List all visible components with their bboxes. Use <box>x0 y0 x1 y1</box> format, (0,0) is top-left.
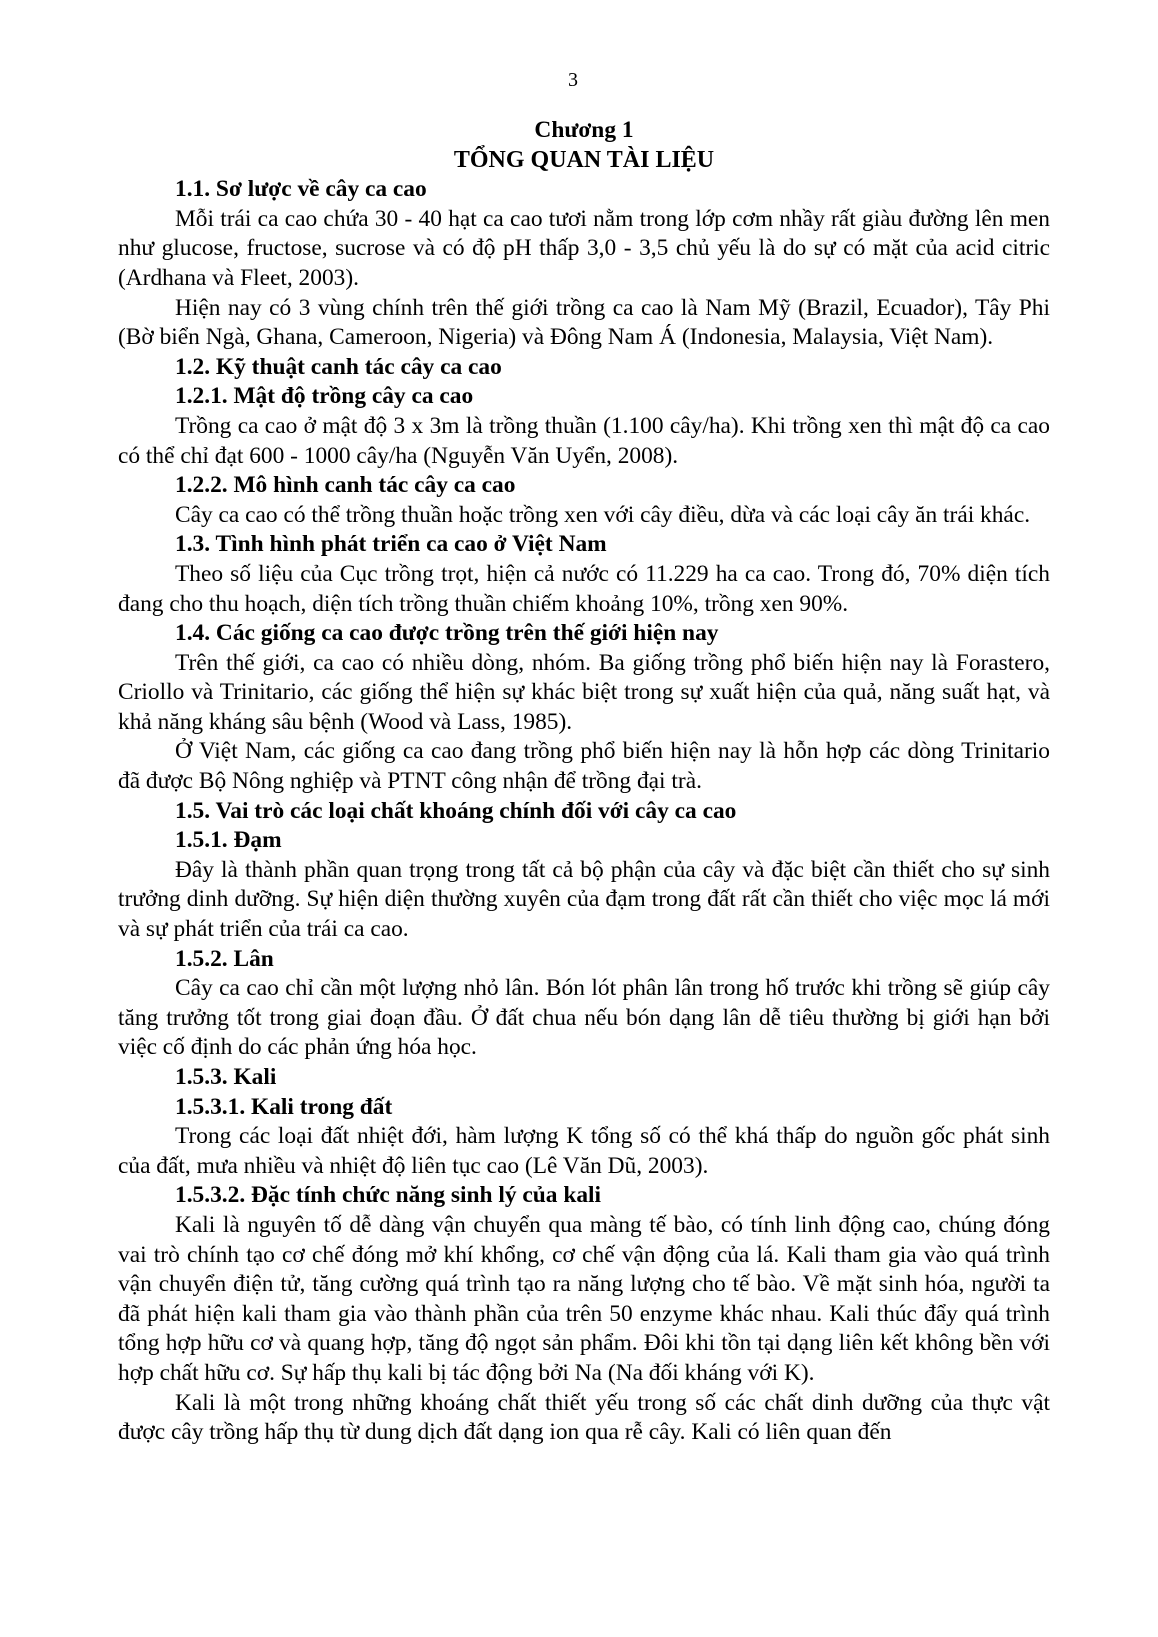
section-heading: 1.4. Các giống ca cao được trồng trên thế giới hiện nay <box>175 620 719 647</box>
chapter-label: Chương 1 <box>534 117 634 143</box>
section-heading: 1.3. Tình hình phát triển ca cao ở Việt Nam <box>175 531 607 558</box>
subsection-heading: 1.2.1. Mật độ trồng cây ca cao <box>175 383 474 410</box>
paragraph: Cây ca cao có thể trồng thuần hoặc trồng xen với cây điều, dừa và các loại cây ăn trái khác. <box>175 501 1031 528</box>
paragraph: Cây ca cao chỉ cần một lượng nhỏ lân. Bón lót phân lân trong hố trước khi trồng sẽ giúp cây tăng trưởng tốt trong giai đoạn đầu. Ở đất chua nếu bón dạng lân dễ tiêu thường bị giới hạn bởi việc cố định do các phản ứng hóa học. <box>118 975 1050 1061</box>
subsection-heading: 1.2.2. Mô hình canh tác cây ca cao <box>175 472 516 499</box>
paragraph: Đây là thành phần quan trọng trong tất cả bộ phận của cây và đặc biệt cần thiết cho sự sinh trưởng dinh dưỡng. Sự hiện diện thường xuyên của đạm trong đất rất cần thiết cho việc mọc lá mới và sự phát triển của trái ca cao. <box>118 856 1050 943</box>
paragraph: Kali là nguyên tố dễ dàng vận chuyển qua màng tế bào, có tính linh động cao, chúng đóng vai trò chính tạo cơ chế đóng mở khí khổng, cơ chế vận động của lá. Kali tham gia vào quá trình vận chuyển điện tử, tăng cường quá trình tạo ra năng lượng cho tế bào. Về mặt sinh hóa, người ta đã phát hiện kali tham gia vào thành phần của trên 50 enzyme khác nhau. Kali thúc đẩy quá trình tổng hợp hữu cơ và quang hợp, tăng độ ngọt sản phẩm. Đôi khi tồn tại dạng liên kết không bền với hợp chất hữu cơ. Sự hấp thụ kali bị tác động bởi Na (Na đối kháng với K). <box>118 1211 1050 1386</box>
paragraph: Theo số liệu của Cục trồng trọt, hiện cả nước có 11.229 ha ca cao. Trong đó, 70% diện tích đang cho thu hoạch, diện tích trồng thuần chiếm khoảng 10%, trồng xen 90%. <box>118 560 1050 617</box>
paragraph: Trong các loại đất nhiệt đới, hàm lượng K tổng số có thể khá thấp do nguồn gốc phát sinh của đất, mưa nhiều và nhiệt độ liên tục cao (Lê Văn Dũ, 2003). <box>118 1123 1050 1179</box>
subsection-heading: 1.5.2. Lân <box>175 945 274 972</box>
document-body <box>118 116 1050 1448</box>
section-heading: 1.1. Sơ lược về cây ca cao <box>175 176 427 203</box>
paragraph: Trên thế giới, ca cao có nhiều dòng, nhóm. Ba giống trồng phổ biến hiện nay là Forastero, Criollo và Trinitario, các giống thể hiện sự khác biệt trong sự xuất hiện của quả, năng suất hạt, và khả năng kháng sâu bệnh (Wood và Lass, 1985). <box>118 649 1050 735</box>
paragraph: Kali là một trong những khoáng chất thiết yếu trong số các chất dinh dưỡng của thực vật được cây trồng hấp thụ từ dung dịch đất dạng ion qua rễ cây. Kali có liên quan đến <box>118 1389 1050 1446</box>
paragraph: Mỗi trái ca cao chứa 30 - 40 hạt ca cao tươi nằm trong lớp cơm nhầy rất giàu đường lên men như glucose, fructose, sucrose và có độ pH thấp 3,0 - 3,5 chủ yếu là do sự có mặt của acid citric (Ardhana và Fleet, 2003). <box>118 205 1050 291</box>
chapter-title: TỔNG QUAN TÀI LIỆU <box>453 146 715 173</box>
paragraph: Trồng ca cao ở mật độ 3 x 3m là trồng thuần (1.100 cây/ha). Khi trồng xen thì mật độ ca cao có thể chỉ đạt 600 - 1000 cây/ha (Nguyễn Văn Uyển, 2008). <box>118 412 1050 469</box>
subsubsection-heading: 1.5.3.2. Đặc tính chức năng sinh lý của kali <box>175 1182 602 1209</box>
page-number: 3 <box>568 69 578 91</box>
paragraph: Ở Việt Nam, các giống ca cao đang trồng phổ biến hiện nay là hỗn hợp các dòng Trinitario đã được Bộ Nông nghiệp và PTNT công nhận để trồng đại trà. <box>118 738 1050 795</box>
subsection-heading: 1.5.1. Đạm <box>175 827 282 854</box>
section-heading: 1.2. Kỹ thuật canh tác cây ca cao <box>175 353 502 380</box>
section-heading: 1.5. Vai trò các loại chất khoáng chính đối với cây ca cao <box>175 797 737 824</box>
subsection-heading: 1.5.3. Kali <box>175 1064 277 1090</box>
subsubsection-heading: 1.5.3.1. Kali trong đất <box>175 1093 393 1120</box>
paragraph: Hiện nay có 3 vùng chính trên thế giới trồng ca cao là Nam Mỹ (Brazil, Ecuador), Tây Phi (Bờ biển Ngà, Ghana, Cameroon, Nigeria) và Đông Nam Á (Indonesia, Malaysia, Việt Nam). <box>118 294 1050 351</box>
